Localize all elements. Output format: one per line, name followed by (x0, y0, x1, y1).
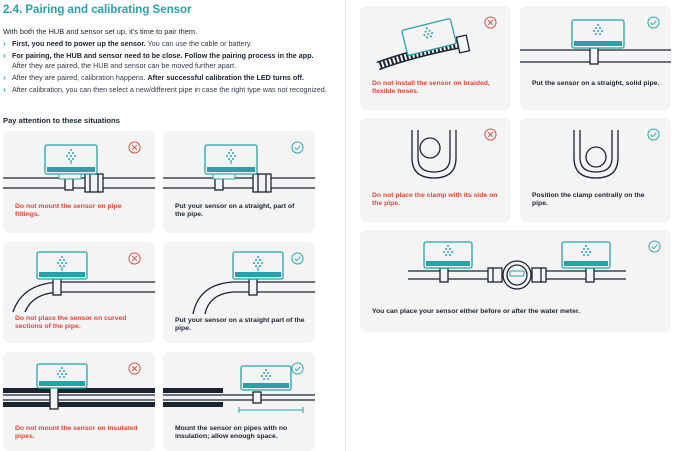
cross-circle-icon (128, 362, 141, 375)
cross-circle-icon (128, 141, 141, 154)
card-caption: You can place your sensor either before or after the water meter. (372, 308, 581, 315)
card-pipe-fittings (3, 131, 155, 233)
check-circle-icon (291, 362, 304, 375)
check-circle-icon (291, 252, 304, 265)
section-title: 2.4. Pairing and calibrating Sensor (3, 4, 192, 16)
card-solid-pipe (520, 6, 671, 110)
card-caption: Do not place the sensor on curved sections of the pipe. (15, 315, 127, 331)
step-item: › For pairing, the HUB and sensor need to be close. Follow the pairing process in the app. After they are paired, the HUB and sensor can be moved further apart. (3, 51, 314, 70)
card-caption: Do not install the sensor on braided, flexible hoses. (372, 80, 490, 96)
card-straight-part-pipe (163, 242, 315, 343)
chevron-right-icon: › (3, 84, 6, 94)
card-caption: Do not mount the sensor on insulated pipes. (15, 425, 138, 441)
check-circle-icon (647, 16, 660, 29)
step-item: › First, you need to power up the sensor. You can use the cable or battery. (3, 39, 252, 48)
chevron-right-icon: › (3, 39, 6, 48)
card-insulated-pipe (3, 352, 155, 451)
card-clamp-center (520, 118, 671, 222)
card-caption: Do not place the clamp with its side on the pipe. (372, 192, 498, 208)
card-caption: Do not mount the sensor on pipe fittings. (15, 203, 122, 219)
situations-heading: Pay attention to these situations (3, 116, 120, 125)
step-item: › After they are paired, calibration happens. After successful calibration the LED turns off. (3, 72, 305, 82)
spacing-dimension-line (239, 407, 303, 413)
card-water-meter (360, 230, 671, 332)
card-caption: Put your sensor on a straight part of the pipe. (175, 317, 305, 333)
card-clamp-side (360, 118, 511, 222)
section-intro: With both the HUB and sensor set up, it's time to pair them. (3, 27, 198, 36)
cross-circle-icon (128, 252, 141, 265)
card-straight-pipe (163, 131, 315, 233)
pairing-steps-list (3, 39, 341, 97)
card-caption: Position the clamp centrally on the pipe. (532, 192, 645, 208)
chevron-right-icon: › (3, 72, 6, 82)
check-circle-icon (648, 240, 661, 253)
card-caption: Mount the sensor on pipes with no insulation; allow enough space. (175, 425, 288, 441)
card-caption: Put your sensor on a straight, part of the pipe. (175, 203, 295, 219)
cross-circle-icon (484, 128, 497, 141)
check-circle-icon (291, 141, 304, 154)
card-braided-hose (360, 6, 511, 110)
cross-circle-icon (484, 16, 497, 29)
water-meter-illustration (360, 230, 671, 332)
check-circle-icon (647, 128, 660, 141)
card-caption: Put the sensor on a straight, solid pipe. (532, 80, 660, 87)
step-item: › After calibration, you can then select a new/different pipe in case the right type was not recognized. (3, 84, 327, 94)
card-curved-pipe (3, 242, 155, 343)
chevron-right-icon: › (3, 51, 6, 61)
manual-page-right (346, 0, 690, 451)
card-no-insulation (163, 352, 315, 451)
